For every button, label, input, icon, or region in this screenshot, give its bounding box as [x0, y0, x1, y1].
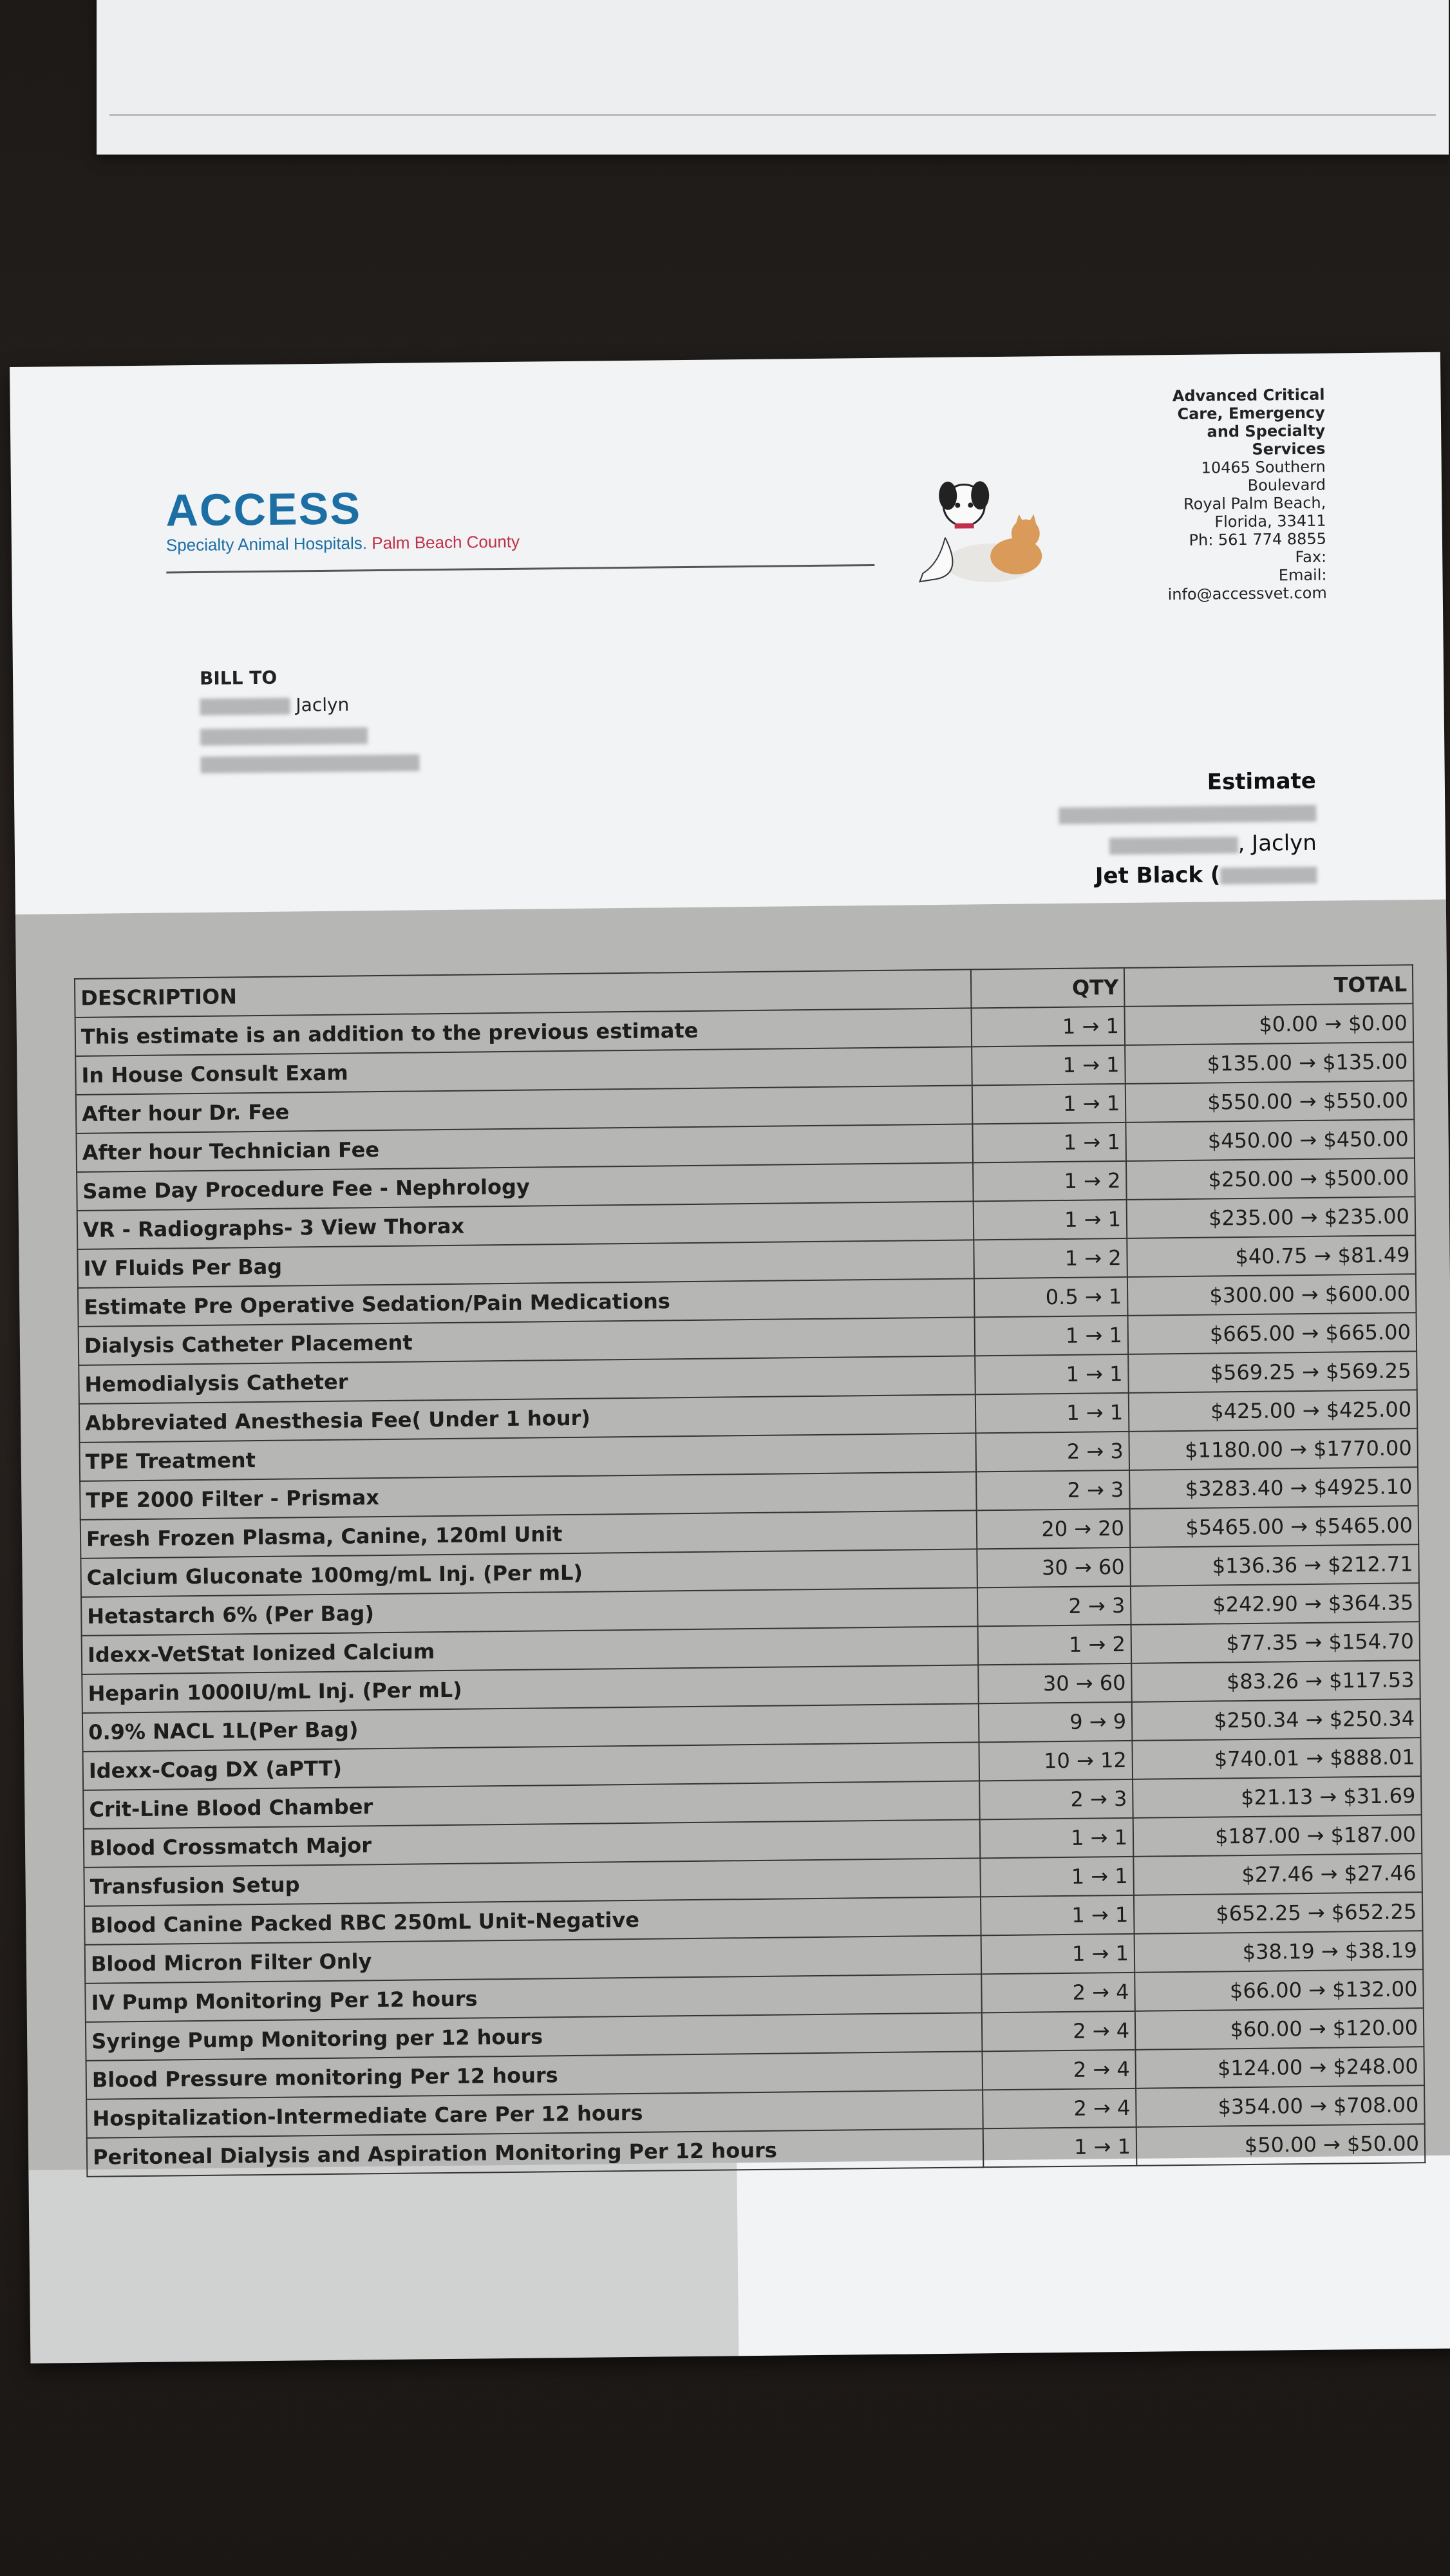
item-description: Hetastarch 6% (Per Bag) — [81, 1587, 978, 1636]
clinic-name-line: Advanced Critical — [1172, 385, 1325, 406]
item-description: Transfusion Setup — [84, 1858, 981, 1906]
logo-subtitle-region: Palm Beach County — [372, 531, 520, 553]
item-qty: 1 → 1 — [981, 1895, 1135, 1935]
bill-to-address — [200, 751, 419, 775]
redacted-text — [1109, 837, 1238, 855]
estimate-id-line — [1059, 797, 1316, 830]
item-description: Heparin 1000IU/mL Inj. (Per mL) — [82, 1665, 979, 1713]
item-description: Calcium Gluconate 100mg/mL Inj. (Per mL) — [80, 1549, 977, 1597]
clinic-name-line: Care, Emergency — [1177, 403, 1325, 424]
item-qty: 1 → 1 — [975, 1316, 1129, 1356]
bill-to-address — [200, 723, 419, 747]
estimate-title: Estimate — [1207, 768, 1317, 795]
item-qty: 2 → 3 — [977, 1586, 1131, 1626]
item-total: $5465.00 → $5465.00 — [1130, 1506, 1419, 1548]
item-description: Same Day Procedure Fee - Nephrology — [77, 1162, 974, 1211]
item-qty: 30 → 60 — [978, 1663, 1132, 1703]
photo-shadow-overlay — [28, 2163, 739, 2363]
item-total: $187.00 → $187.00 — [1133, 1815, 1422, 1857]
item-description: Abbreviated Anesthesia Fee( Under 1 hour) — [79, 1394, 976, 1443]
item-description: In House Consult Exam — [75, 1046, 972, 1095]
item-total: $21.13 → $31.69 — [1133, 1776, 1422, 1818]
item-qty: 0.5 → 1 — [974, 1277, 1128, 1317]
item-description: Blood Micron Filter Only — [85, 1935, 982, 1984]
estimate-line-items-table — [74, 964, 1426, 2177]
item-description: VR - Radiographs- 3 View Thorax — [77, 1201, 974, 1249]
column-header-total: TOTAL — [1124, 965, 1413, 1007]
column-header-qty: QTY — [971, 968, 1125, 1008]
item-qty: 1 → 1 — [972, 1122, 1126, 1162]
clinic-address-line: Florida, 33411 — [1214, 511, 1326, 531]
item-total: $550.00 → $550.00 — [1125, 1081, 1415, 1122]
item-description: Estimate Pre Operative Sedation/Pain Medications — [78, 1278, 975, 1327]
item-qty: 30 → 60 — [977, 1548, 1131, 1587]
estimate-client-name: , Jaclyn — [1238, 829, 1317, 857]
item-description: After hour Technician Fee — [76, 1124, 973, 1172]
item-description: After hour Dr. Fee — [76, 1085, 973, 1133]
table-body — [75, 1003, 1426, 2177]
item-total: $3283.40 → $4925.10 — [1129, 1467, 1418, 1509]
clinic-name-line: and Specialty — [1207, 421, 1326, 441]
clinic-contact-block — [1144, 386, 1327, 604]
clinic-address-line: Boulevard — [1247, 475, 1326, 495]
item-description: Fresh Frozen Plasma, Canine, 120ml Unit — [80, 1510, 977, 1558]
item-description: Dialysis Catheter Placement — [79, 1317, 975, 1365]
item-description: TPE Treatment — [79, 1433, 976, 1481]
logo-subtitle-main: Specialty Animal Hospitals. — [165, 533, 368, 555]
item-total: $450.00 → $450.00 — [1125, 1119, 1415, 1161]
item-total: $250.34 → $250.34 — [1132, 1699, 1421, 1741]
bill-to-name: Jaclyn — [296, 694, 350, 716]
clinic-email-label: Email: — [1278, 565, 1327, 585]
item-qty: 2 → 4 — [981, 1973, 1135, 2012]
item-total: $66.00 → $132.00 — [1135, 1969, 1424, 2011]
item-qty: 2 → 3 — [976, 1470, 1130, 1510]
item-description: Blood Crossmatch Major — [84, 1819, 981, 1868]
item-description: Peritoneal Dialysis and Aspiration Monitoring Per 12 hours — [87, 2128, 984, 2177]
logo-wordmark: ACCESS — [165, 483, 362, 536]
item-description: Crit-Line Blood Chamber — [83, 1781, 980, 1829]
clinic-name-line: Services — [1252, 439, 1326, 459]
estimate-document — [10, 352, 1450, 2363]
item-total: $242.90 → $364.35 — [1131, 1583, 1420, 1625]
item-description: IV Fluids Per Bag — [77, 1240, 974, 1288]
estimate-patient-line — [1059, 858, 1317, 892]
item-qty: 20 → 20 — [977, 1509, 1131, 1549]
item-qty: 2 → 4 — [982, 2050, 1136, 2090]
item-total: $38.19 → $38.19 — [1135, 1931, 1424, 1973]
item-total: $60.00 → $120.00 — [1135, 2008, 1424, 2050]
item-qty: 1 → 1 — [974, 1200, 1127, 1240]
item-qty: 9 → 9 — [979, 1702, 1133, 1742]
redacted-text — [1059, 804, 1316, 824]
item-qty: 2 → 4 — [983, 2088, 1136, 2128]
bill-to-name-line — [200, 693, 419, 717]
item-total: $250.00 → $500.00 — [1126, 1158, 1415, 1200]
item-total: $569.25 → $569.25 — [1128, 1351, 1417, 1393]
item-total: $124.00 → $248.00 — [1135, 2047, 1424, 2088]
item-total: $0.00 → $0.00 — [1124, 1003, 1413, 1045]
item-total: $652.25 → $652.25 — [1134, 1892, 1423, 1934]
item-description: Blood Canine Packed RBC 250mL Unit-Negative — [84, 1897, 981, 1945]
item-total: $1180.00 → $1770.00 — [1129, 1428, 1418, 1470]
item-description: 0.9% NACL 1L(Per Bag) — [82, 1703, 979, 1752]
item-description: This estimate is an addition to the previous estimate — [75, 1008, 972, 1056]
item-qty: 1 → 1 — [975, 1354, 1129, 1394]
header-divider — [166, 564, 874, 574]
item-description: Hospitalization-Intermediate Care Per 12 hours — [86, 2090, 983, 2138]
item-total: $136.36 → $212.71 — [1130, 1544, 1419, 1586]
item-description: TPE 2000 Filter - Prismax — [80, 1472, 977, 1520]
item-total: $40.75 → $81.49 — [1127, 1235, 1416, 1277]
item-qty: 1 → 2 — [974, 1238, 1127, 1278]
item-total: $235.00 → $235.00 — [1127, 1197, 1416, 1238]
item-qty: 10 → 12 — [979, 1741, 1133, 1781]
item-qty: 2 → 3 — [979, 1779, 1133, 1819]
item-qty: 2 → 4 — [982, 2011, 1136, 2051]
item-qty: 1 → 1 — [983, 2127, 1137, 2167]
item-total: $300.00 → $600.00 — [1127, 1274, 1417, 1316]
divider — [109, 114, 1436, 116]
clinic-address-line: 10465 Southern — [1201, 457, 1326, 477]
clinic-address-line: Royal Palm Beach, — [1183, 493, 1326, 513]
dog-and-cat-icon — [893, 466, 1068, 596]
bill-to-label: BILL TO — [199, 667, 278, 689]
estimate-client-line — [1059, 828, 1317, 861]
item-total: $27.46 → $27.46 — [1133, 1853, 1422, 1895]
item-description: Blood Pressure monitoring Per 12 hours — [86, 2051, 983, 2099]
item-description: Idexx-VetStat Ionized Calcium — [82, 1626, 979, 1674]
estimate-patient-name: Jet Black ( — [1095, 862, 1221, 889]
clinic-logo — [165, 484, 520, 556]
item-total: $50.00 → $50.00 — [1136, 2124, 1426, 2166]
item-description: Hemodialysis Catheter — [79, 1356, 975, 1404]
item-total: $135.00 → $135.00 — [1125, 1042, 1414, 1084]
clinic-phone: Ph: 561 774 8855 — [1189, 529, 1327, 549]
item-qty: 1 → 1 — [972, 1045, 1125, 1085]
item-total: $83.26 → $117.53 — [1131, 1660, 1420, 1702]
item-total: $425.00 → $425.00 — [1129, 1390, 1418, 1432]
item-qty: 1 → 1 — [972, 1007, 1125, 1046]
logo-subtitle — [166, 532, 520, 556]
item-qty: 1 → 1 — [981, 1934, 1135, 1974]
item-qty: 1 → 1 — [980, 1818, 1134, 1858]
item-qty: 1 → 1 — [980, 1857, 1134, 1897]
bill-to-block — [200, 665, 420, 775]
redacted-text — [1220, 866, 1317, 884]
estimate-header — [1059, 766, 1317, 892]
item-qty: 2 → 3 — [975, 1432, 1129, 1472]
redacted-text — [200, 754, 419, 773]
redacted-text — [200, 727, 368, 746]
clinic-email: info@accessvet.com — [1167, 583, 1327, 604]
item-total: $740.01 → $888.01 — [1132, 1738, 1421, 1779]
item-description: Idexx-Coag DX (aPTT) — [83, 1742, 980, 1790]
item-total: $665.00 → $665.00 — [1128, 1312, 1417, 1354]
item-total: $77.35 → $154.70 — [1131, 1622, 1420, 1663]
column-header-description: DESCRIPTION — [75, 969, 972, 1018]
clinic-fax: Fax: — [1295, 547, 1327, 567]
item-qty: 1 → 2 — [978, 1625, 1132, 1665]
item-qty: 1 → 1 — [972, 1084, 1126, 1124]
item-description: IV Pump Monitoring Per 12 hours — [85, 1974, 982, 2022]
item-description: Syringe Pump Monitoring per 12 hours — [86, 2012, 983, 2061]
background-paper-sheet — [97, 0, 1449, 155]
item-qty: 1 → 1 — [975, 1393, 1129, 1433]
redacted-text — [200, 697, 290, 715]
item-qty: 1 → 2 — [973, 1161, 1127, 1201]
item-total: $354.00 → $708.00 — [1136, 2085, 1425, 2127]
